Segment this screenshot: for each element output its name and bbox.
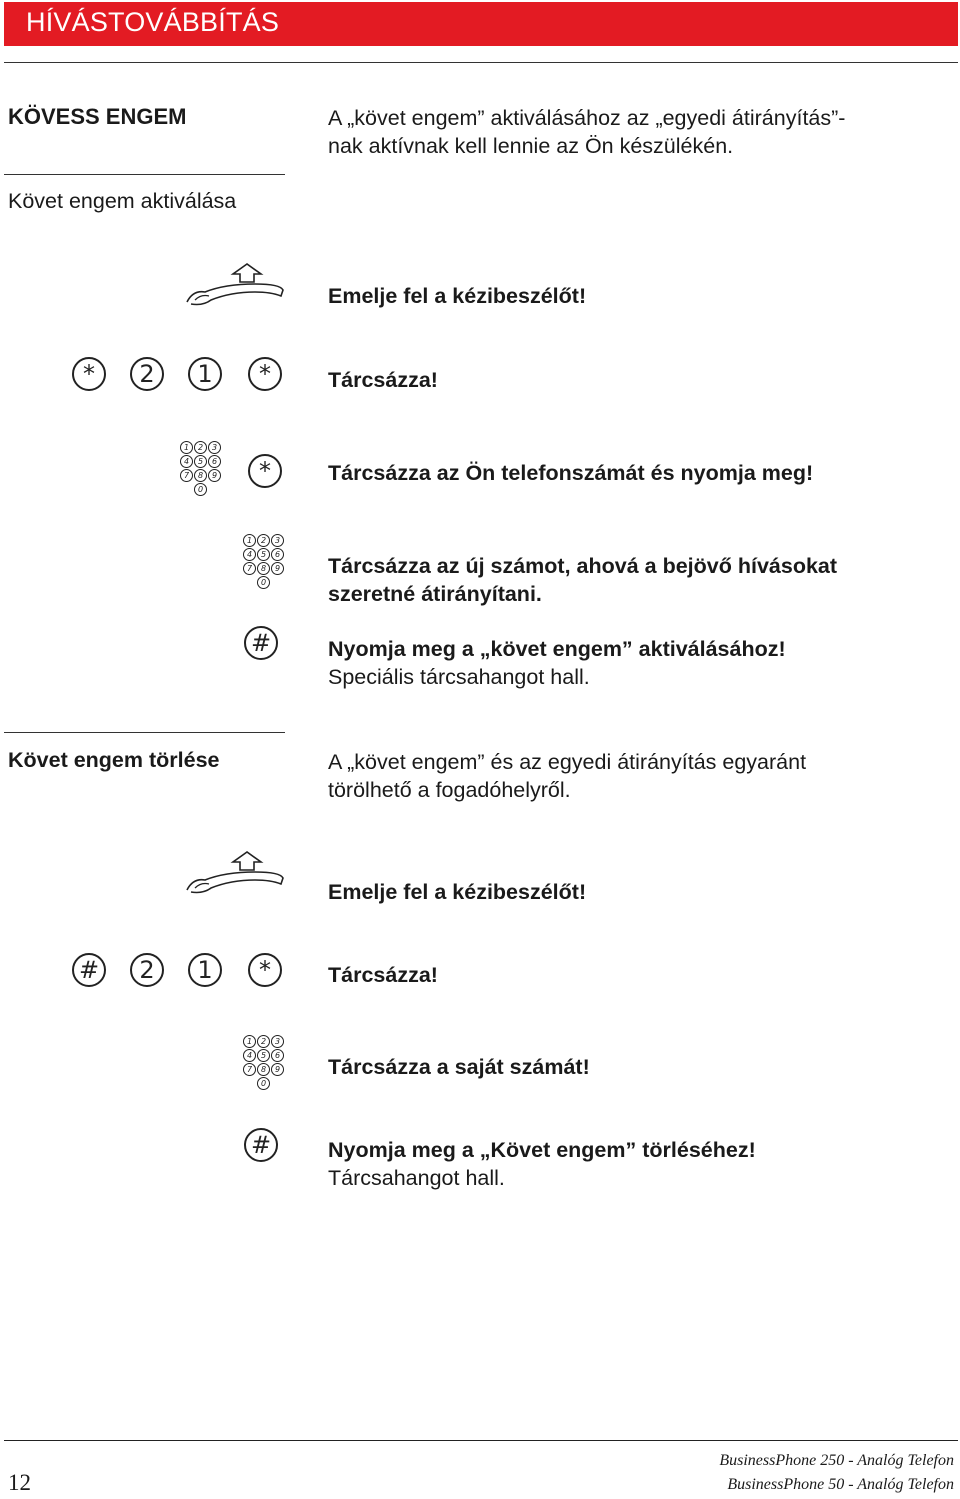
keypad-digit-9: 9 xyxy=(271,1063,284,1076)
keypad-digit-8: 8 xyxy=(194,469,207,482)
key-hash-icon: # xyxy=(244,1128,278,1162)
key-star-icon: * xyxy=(248,454,282,488)
keypad-digit-1: 1 xyxy=(243,534,256,547)
key-1-icon: 1 xyxy=(188,357,222,391)
keypad-icon xyxy=(180,441,232,501)
key-hash-icon: # xyxy=(244,626,278,660)
delete-title: Követ engem törlése xyxy=(8,748,220,772)
delete-intro-2: törölhető a fogadóhelyről. xyxy=(328,778,571,802)
keypad-digit-9: 9 xyxy=(208,469,221,482)
section-title: KÖVESS ENGEM xyxy=(8,104,187,129)
keypad-icon xyxy=(243,534,295,594)
step-new-number-2: szeretné átirányítani. xyxy=(328,582,542,606)
key-2-icon: 2 xyxy=(130,357,164,391)
page-title: HÍVÁSTOVÁBBÍTÁS xyxy=(26,7,280,37)
footer-product-1: BusinessPhone 250 - Analóg Telefon xyxy=(719,1452,954,1469)
handset-lift-icon xyxy=(185,848,289,896)
keypad-digit-7: 7 xyxy=(243,1063,256,1076)
keypad-digit-8: 8 xyxy=(257,562,270,575)
keypad-digit-4: 4 xyxy=(243,1049,256,1062)
handset-lift-icon xyxy=(185,260,289,308)
keypad-digit-3: 3 xyxy=(271,1035,284,1048)
activate-title: Követ engem aktiválása xyxy=(8,189,237,213)
keypad-digit-7: 7 xyxy=(243,562,256,575)
keypad-digit-2: 2 xyxy=(194,441,207,454)
intro-line-1: A „követ engem” aktiválásához az „egyedi átirányítás”- xyxy=(328,106,846,130)
keypad-digit-5: 5 xyxy=(257,548,270,561)
keypad-digit-6: 6 xyxy=(271,548,284,561)
keypad-digit-2: 2 xyxy=(257,1035,270,1048)
keypad-digit-7: 7 xyxy=(180,469,193,482)
keypad-digit-6: 6 xyxy=(208,455,221,468)
footer-product-2: BusinessPhone 50 - Analóg Telefon xyxy=(727,1476,954,1493)
keypad-digit-5: 5 xyxy=(257,1049,270,1062)
keypad-digit-4: 4 xyxy=(180,455,193,468)
key-2-icon: 2 xyxy=(130,953,164,987)
delete-intro-1: A „követ engem” és az egyedi átirányítás egyaránt xyxy=(328,750,807,774)
page-number: 12 xyxy=(8,1470,31,1495)
intro-line-2: nak aktívnak kell lennie az Ön készülékén. xyxy=(328,134,734,158)
step-new-number-1: Tárcsázza az új számot, ahová a bejövő hívásokat xyxy=(328,554,838,578)
keypad-digit-1: 1 xyxy=(243,1035,256,1048)
step-lift-handset: Emelje fel a kézibeszélőt! xyxy=(328,880,587,904)
step-dial: Tárcsázza! xyxy=(328,368,438,392)
step-press-activate: Nyomja meg a „követ engem” aktiválásához! xyxy=(328,637,786,661)
keypad-digit-1: 1 xyxy=(180,441,193,454)
footer-rule xyxy=(4,1440,958,1441)
step-lift-handset: Emelje fel a kézibeszélőt! xyxy=(328,284,587,308)
divider xyxy=(4,174,285,175)
step-dial-own-number: Tárcsázza a saját számát! xyxy=(328,1055,590,1079)
step-dial-own-number: Tárcsázza az Ön telefonszámát és nyomja meg! xyxy=(328,461,814,485)
keypad-digit-2: 2 xyxy=(257,534,270,547)
key-hash-icon: # xyxy=(72,953,106,987)
keypad-digit-6: 6 xyxy=(271,1049,284,1062)
keypad-digit-0: 0 xyxy=(194,483,207,496)
step-dial: Tárcsázza! xyxy=(328,963,438,987)
keypad-digit-8: 8 xyxy=(257,1063,270,1076)
keypad-digit-0: 0 xyxy=(257,1077,270,1090)
key-star-icon: * xyxy=(248,953,282,987)
keypad-digit-9: 9 xyxy=(271,562,284,575)
key-star-icon: * xyxy=(72,357,106,391)
keypad-digit-3: 3 xyxy=(208,441,221,454)
keypad-digit-4: 4 xyxy=(243,548,256,561)
keypad-icon xyxy=(243,1035,295,1095)
divider xyxy=(4,732,285,733)
step-press-delete: Nyomja meg a „Követ engem” törléséhez! xyxy=(328,1138,756,1162)
keypad-digit-3: 3 xyxy=(271,534,284,547)
step-note-tone: Tárcsahangot hall. xyxy=(328,1166,505,1190)
key-star-icon: * xyxy=(248,357,282,391)
keypad-digit-5: 5 xyxy=(194,455,207,468)
header-rule xyxy=(4,62,958,63)
step-note-tone: Speciális tárcsahangot hall. xyxy=(328,665,590,689)
key-1-icon: 1 xyxy=(188,953,222,987)
keypad-digit-0: 0 xyxy=(257,576,270,589)
